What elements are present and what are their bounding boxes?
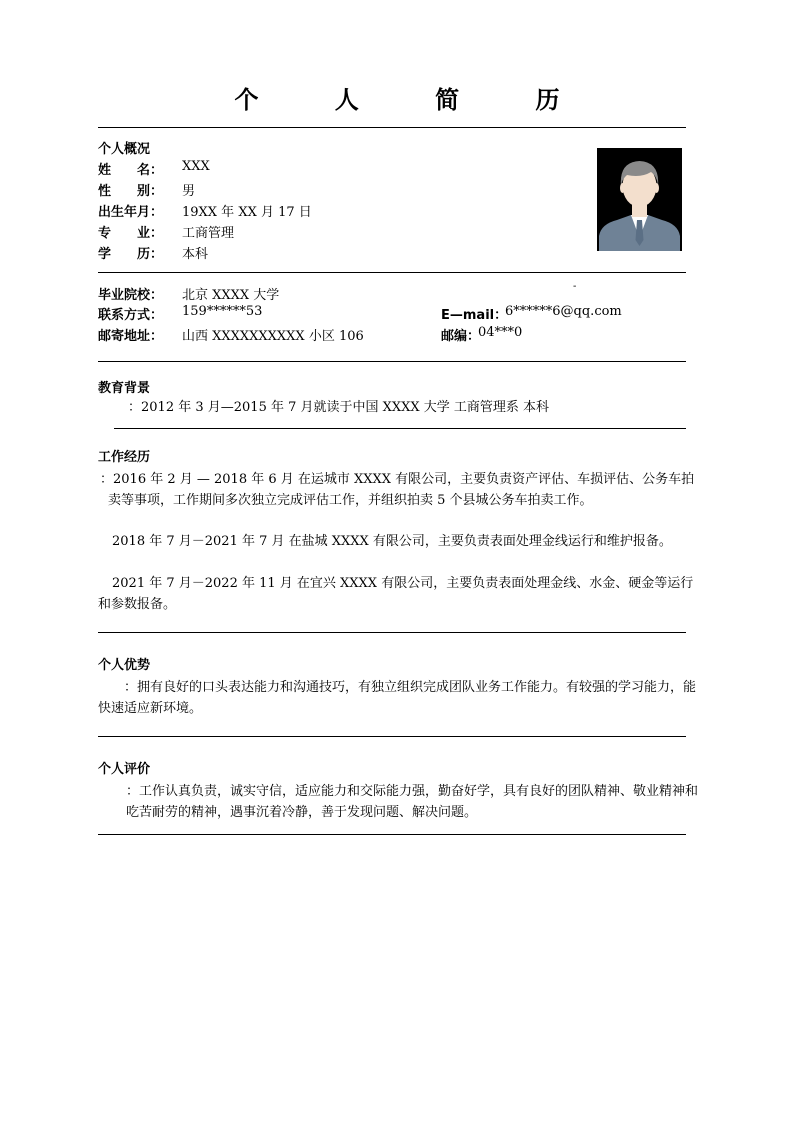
email-value: 6******6@qq.com bbox=[505, 304, 622, 319]
divider bbox=[98, 361, 686, 362]
person-avatar-icon bbox=[597, 148, 682, 251]
zip-label: 邮编： bbox=[441, 329, 481, 344]
education-text: ：2012 年 3 月—2015 年 7 月就读于中国 XXXX 大学 工商管理系 本科 bbox=[128, 400, 550, 415]
work-item: 2021 年 7 月－2022 年 11 月 在宜兴 XXXX 有限公司，主要负责表面处理金线、水金、硬金等运行和参数报备。 bbox=[98, 576, 694, 612]
birth-value: 19XX 年 XX 月 17 日 bbox=[182, 205, 312, 220]
evaluation-heading: 个人评价 bbox=[98, 762, 151, 777]
name-value: XXX bbox=[182, 159, 210, 174]
profile-heading: 个人概况 bbox=[98, 142, 151, 157]
address-value: 山西 XXXXXXXXXX 小区 106 bbox=[182, 329, 364, 344]
school-value: 北京 XXXX 大学 bbox=[182, 288, 280, 303]
page-title: 个 人 简 历 bbox=[234, 86, 594, 114]
profile-photo bbox=[597, 148, 682, 251]
divider bbox=[98, 736, 686, 737]
degree-label: 学 历： bbox=[98, 247, 164, 262]
name-label: 姓 名： bbox=[98, 163, 164, 178]
work-item: ：2016 年 2 月 — 2018 年 6 月 在运城市 XXXX 有限公司，主要负责资产评估、车损评估、公务车拍卖等事项，工作期间多次独立完成评估工作，并组织拍卖 5 个县城公务车拍卖工作。 bbox=[100, 472, 695, 508]
strengths-text: ：拥有良好的口头表达能力和沟通技巧，有独立组织完成团队业务工作能力。有较强的学习能力，能快速适应新环境。 bbox=[98, 680, 697, 716]
phone-label: 联系方式： bbox=[98, 308, 164, 323]
phone-value: 159******53 bbox=[182, 304, 263, 319]
address-label: 邮寄地址： bbox=[98, 329, 164, 344]
education-heading: 教育背景 bbox=[98, 381, 151, 396]
birth-label: 出生年月： bbox=[98, 205, 164, 220]
divider bbox=[98, 834, 686, 835]
school-label: 毕业院校： bbox=[98, 288, 164, 303]
major-label: 专 业： bbox=[98, 226, 164, 241]
divider bbox=[98, 632, 686, 633]
work-item: 2018 年 7 月－2021 年 7 月 在盐城 XXXX 有限公司，主要负责表面处理金线运行和维护报备。 bbox=[112, 534, 672, 549]
divider bbox=[114, 428, 686, 429]
gender-value: 男 bbox=[182, 184, 196, 199]
stray-mark: - bbox=[573, 281, 577, 292]
major-value: 工商管理 bbox=[182, 226, 235, 241]
divider bbox=[98, 127, 686, 128]
work-heading: 工作经历 bbox=[98, 450, 151, 465]
gender-label: 性 别： bbox=[98, 184, 164, 199]
strengths-heading: 个人优势 bbox=[98, 658, 151, 673]
email-label: E—mail： bbox=[441, 308, 508, 323]
zip-value: 04***0 bbox=[478, 325, 523, 340]
evaluation-text: ：工作认真负责，诚实守信，适应能力和交际能力强，勤奋好学，具有良好的团队精神、敬业精神和吃苦耐劳的精神，遇事沉着冷静，善于发现问题、解决问题。 bbox=[126, 784, 699, 820]
degree-value: 本科 bbox=[182, 247, 209, 262]
divider bbox=[98, 272, 686, 273]
